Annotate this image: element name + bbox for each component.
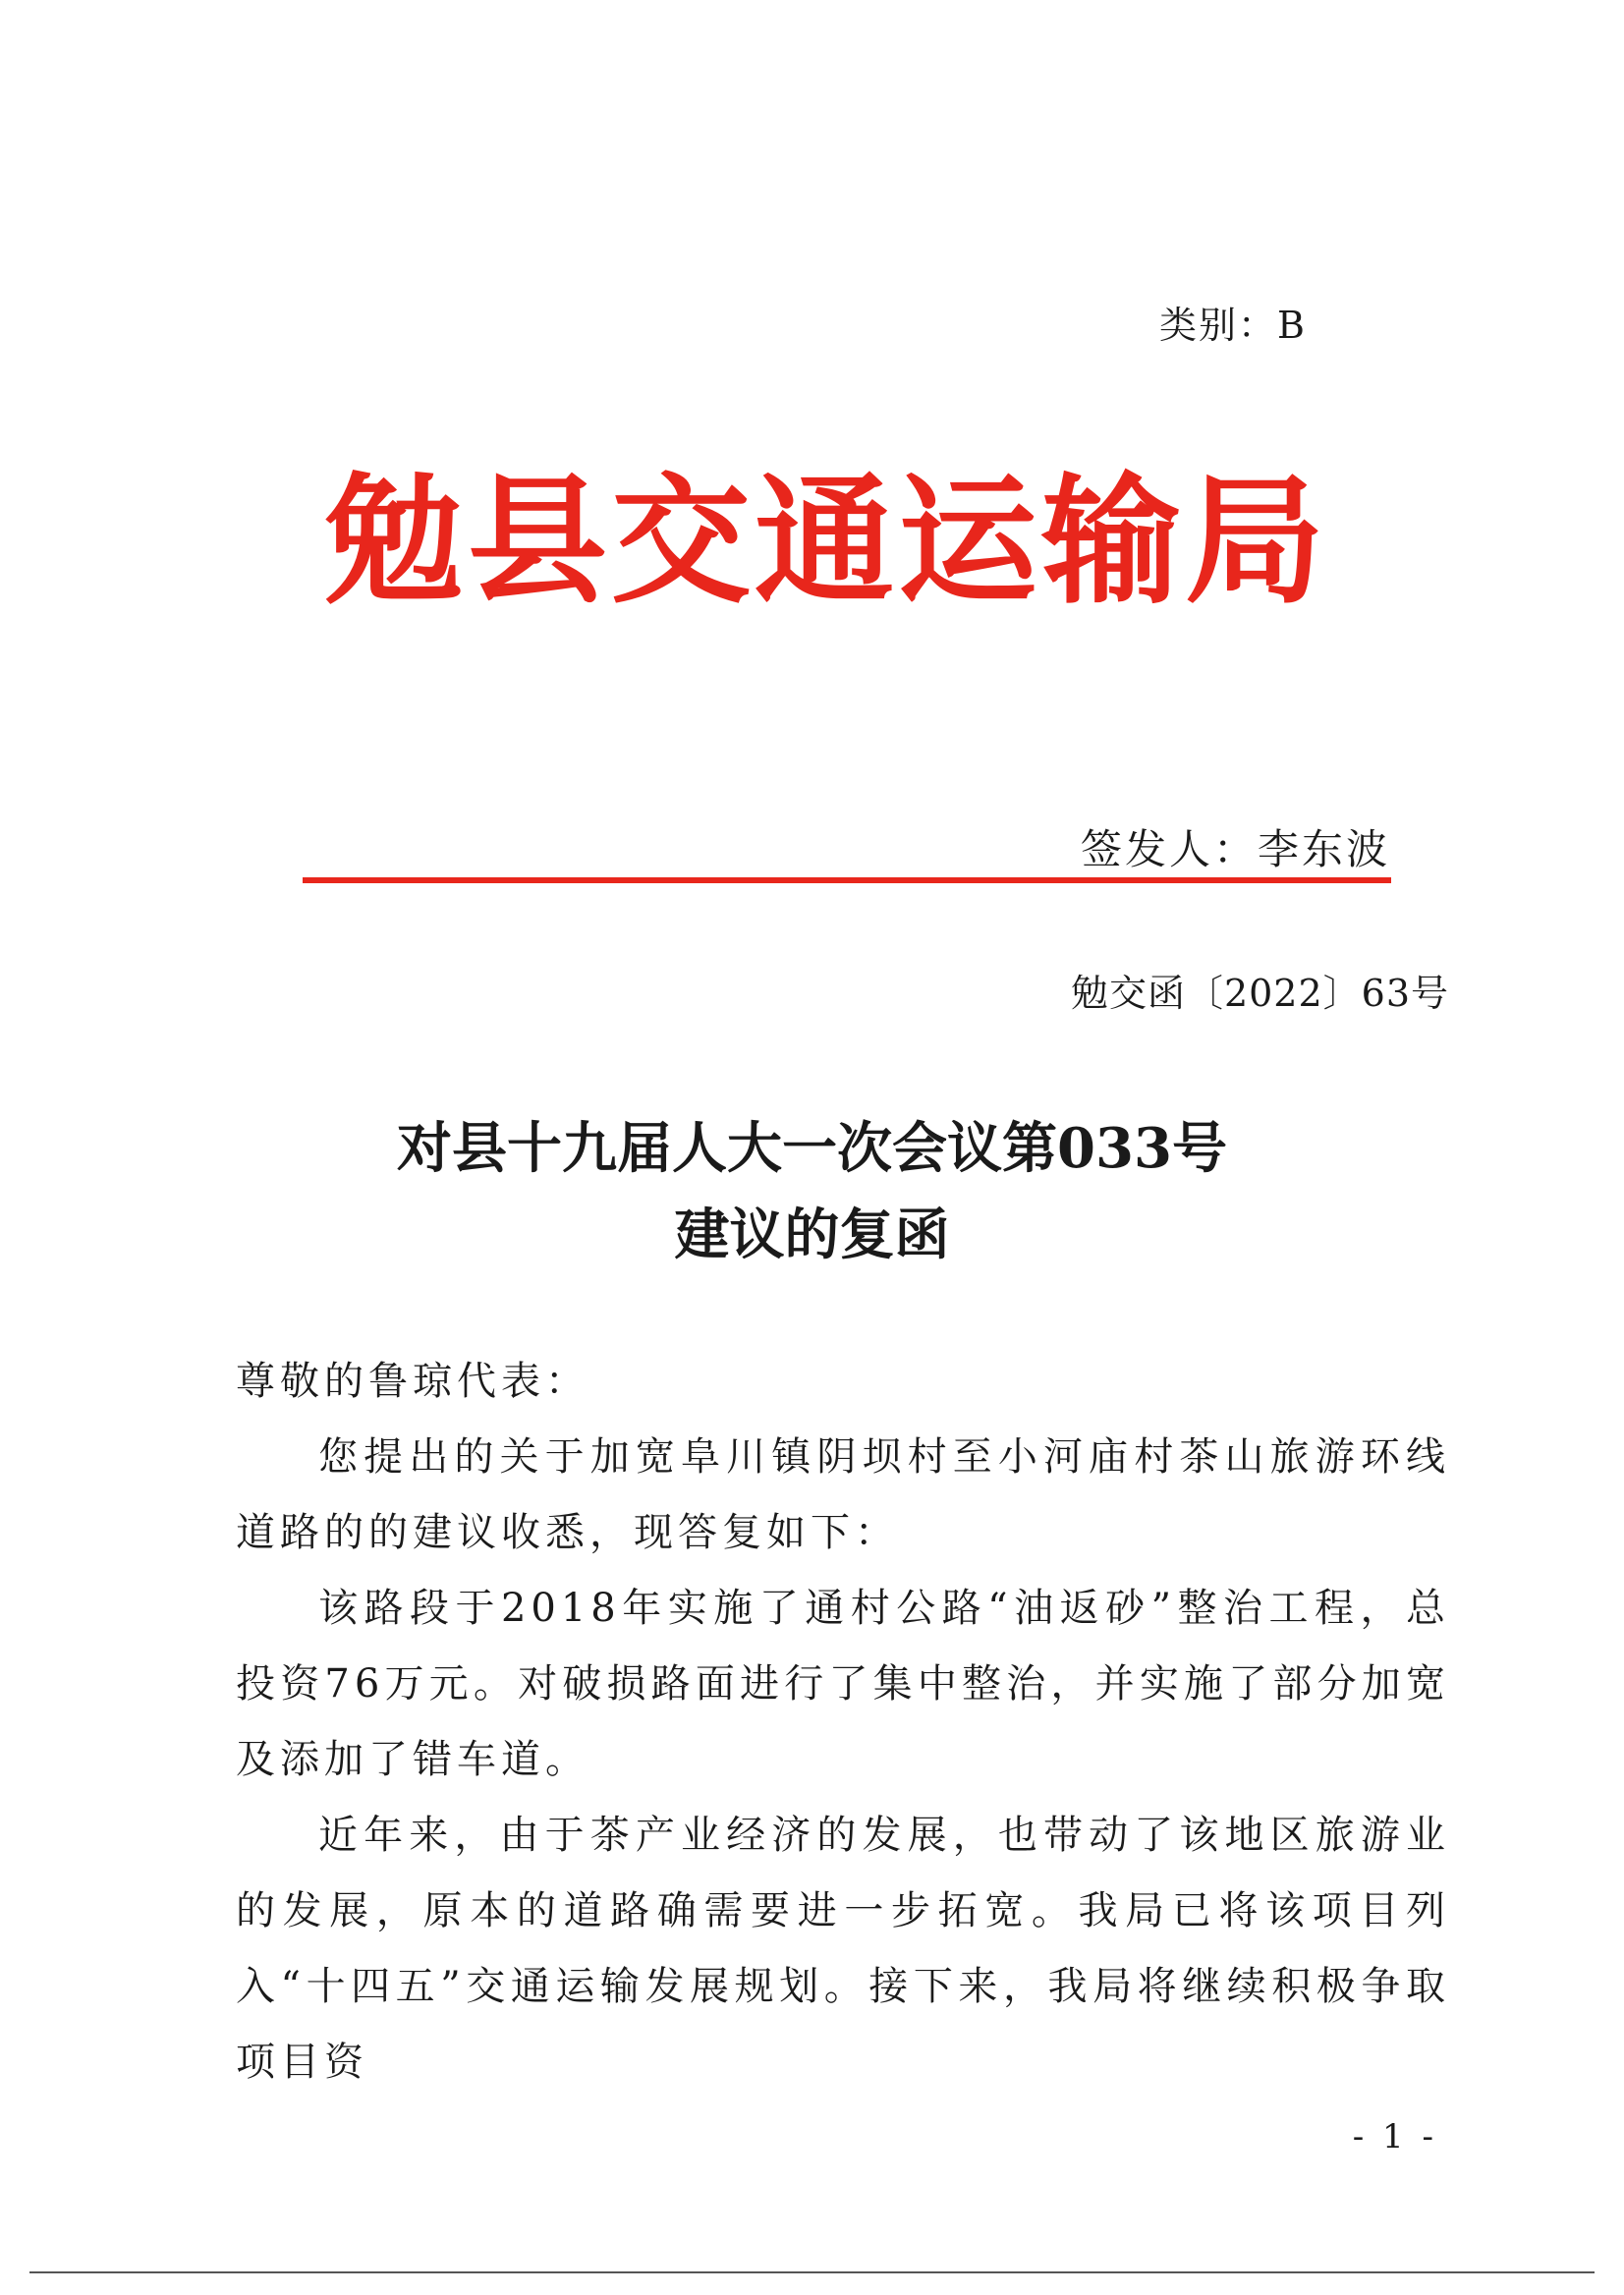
document-body (236, 1344, 1450, 2100)
red-divider-line (303, 877, 1391, 883)
body-paragraph: 您提出的关于加宽阜川镇阴坝村至小河庙村茶山旅游环线道路的的建议收悉，现答复如下： (236, 1434, 1450, 1555)
organization-title: 勉县交通运输局 (324, 460, 1328, 623)
document-title-line-2: 建议的复函 (674, 1203, 950, 1267)
salutation: 尊敬的鲁琼代表： (236, 1359, 589, 1404)
page-bottom-edge (29, 2271, 1595, 2273)
body-paragraph: 该路段于2018年实施了通村公路“油返砂”整治工程，总投资76万元。对破损路面进行了集中整治，并实施了部分加宽及添加了错车道。 (236, 1586, 1450, 1782)
document-title-line-1: 对县十九届人大一次会议第033号 (397, 1116, 1227, 1181)
category-label: 类别：B (1159, 304, 1307, 347)
body-paragraph: 近年来，由于茶产业经济的发展，也带动了该地区旅游业的发展，原本的道路确需要进一步拓宽。我局已将该项目列入“十四五”交通运输发展规划。接下来，我局将继续积极争取项目资 (236, 1813, 1450, 2085)
signer-label: 签发人：李东波 (1081, 825, 1391, 873)
page-number: - 1 - (1352, 2117, 1437, 2156)
document-title (0, 1105, 1624, 1278)
document-number: 勉交函〔2022〕63号 (1070, 972, 1449, 1015)
